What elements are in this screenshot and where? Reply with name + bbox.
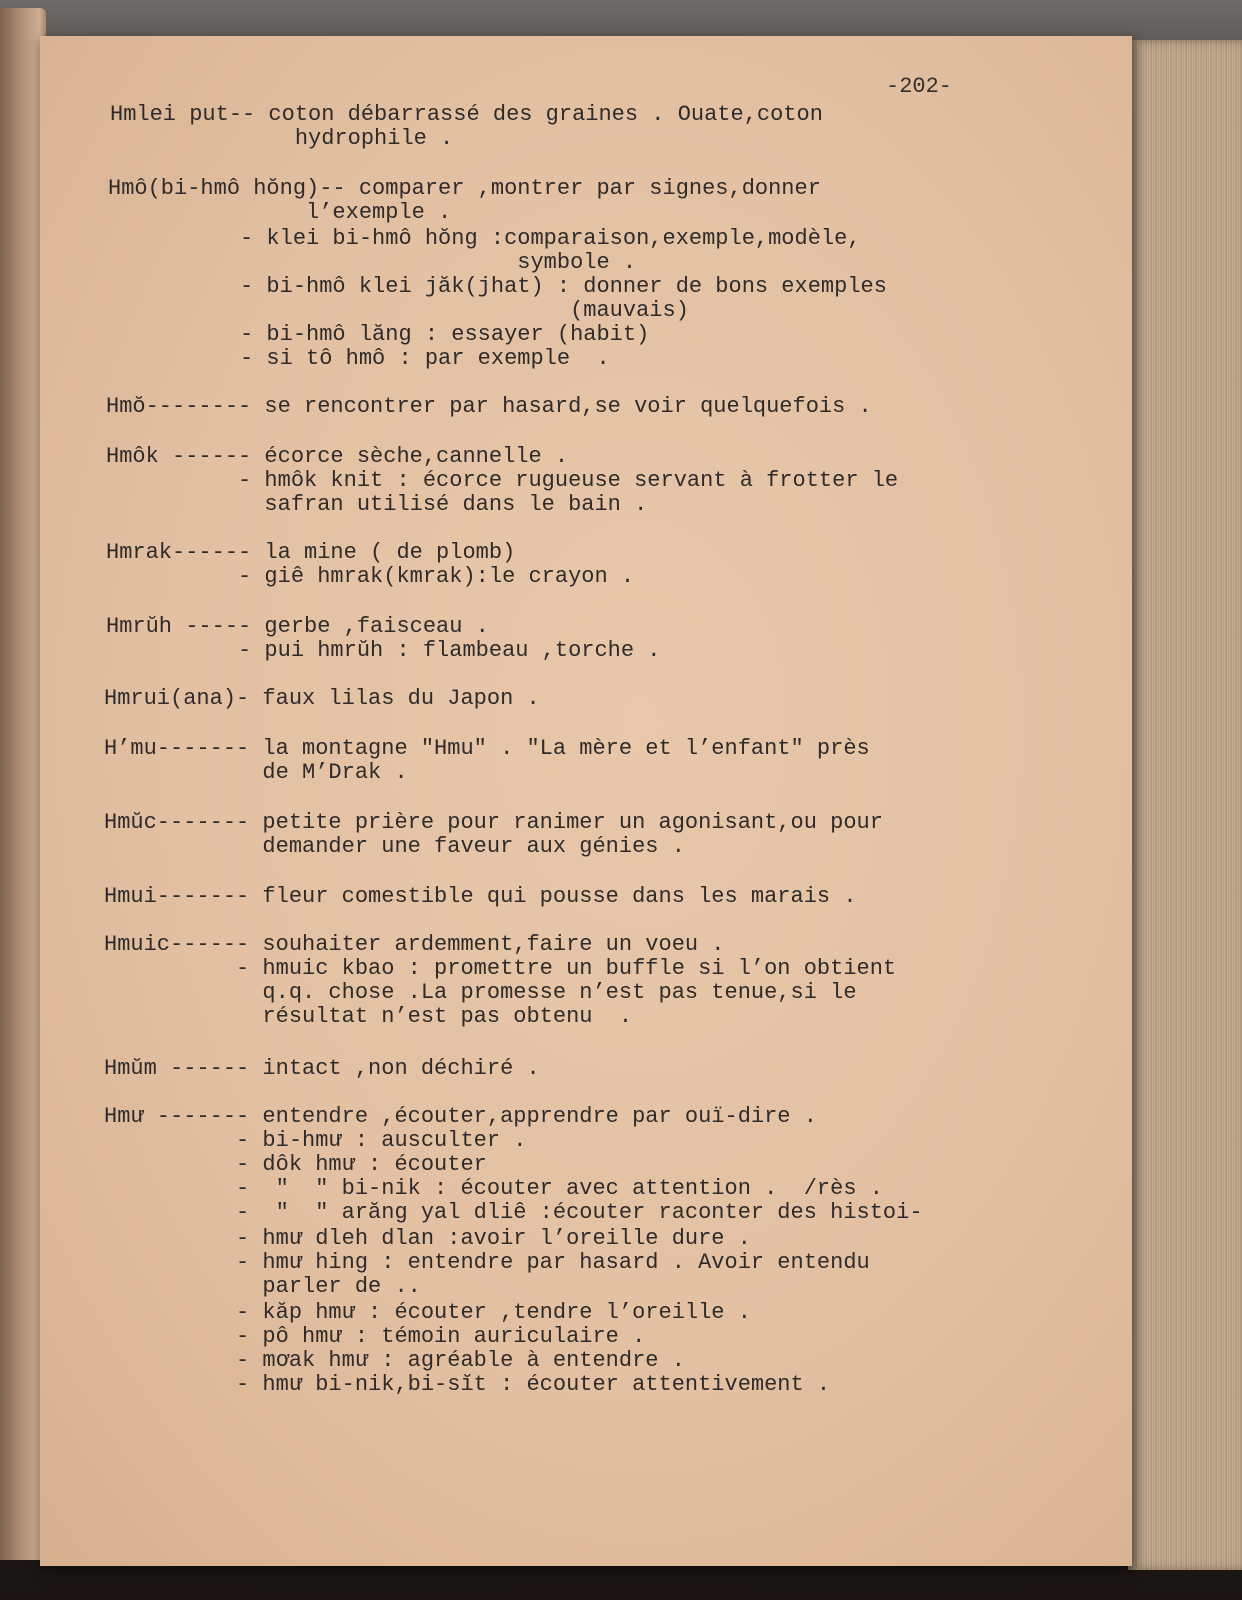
entry-line: parler de .. bbox=[104, 1274, 421, 1299]
entry-line: - si tô hmô : par exemple . bbox=[108, 346, 610, 371]
book-page-edges bbox=[1128, 40, 1242, 1570]
entry-line: - pui hmrŭh : flambeau ,torche . bbox=[106, 638, 661, 663]
entry-line: q.q. chose .La promesse n’est pas tenue,si le bbox=[104, 980, 857, 1005]
entry-line: Hmŭc------- petite prière pour ranimer un agonisant,ou pour bbox=[104, 810, 883, 835]
entry-line: hydrophile . bbox=[110, 126, 454, 151]
entry-line: Hmrui(ana)- faux lilas du Japon . bbox=[104, 686, 540, 711]
entry-line: - pô hmư : témoin auriculaire . bbox=[104, 1324, 646, 1349]
entry-line: (mauvais) bbox=[108, 298, 689, 323]
entry-line: H’mu------- la montagne "Hmu" . "La mère et l’enfant" près bbox=[104, 736, 870, 761]
entry-line: safran utilisé dans le bain . bbox=[106, 492, 648, 517]
entry-line: demander une faveur aux génies . bbox=[104, 834, 685, 859]
entry-line: Hmŭm ------ intact ,non déchiré . bbox=[104, 1056, 540, 1081]
entry-line: - hmư dleh dlan :avoir l’oreille dure . bbox=[104, 1226, 751, 1251]
document-page bbox=[40, 36, 1132, 1566]
entry-line: - hmuic kbao : promettre un buffle si l’on obtient bbox=[104, 956, 897, 981]
entry-line: Hmŏ-------- se rencontrer par hasard,se voir quelquefois . bbox=[106, 394, 872, 419]
entry-line: - bi-hmô lăng : essayer (habit) bbox=[108, 322, 650, 347]
entry-line: - hmôk knit : écorce rugueuse servant à frotter le bbox=[106, 468, 899, 493]
entry-line: l’exemple . bbox=[108, 200, 452, 225]
page-number: -202- bbox=[886, 74, 953, 99]
entry-line: - " " arăng yal dliê :écouter raconter des histoi- bbox=[104, 1200, 923, 1225]
entry-line: - " " bi-nik : écouter avec attention . /rès . bbox=[104, 1176, 883, 1201]
entry-line: symbole . bbox=[108, 250, 637, 275]
entry-line: Hmư ------- entendre ,écouter,apprendre par ouï-dire . bbox=[104, 1104, 817, 1129]
entry-line: Hmrŭh ----- gerbe ,faisceau . bbox=[106, 614, 489, 639]
entry-line: - hmư hing : entendre par hasard . Avoir entendu bbox=[104, 1250, 870, 1275]
entry-line: Hmôk ------ écorce sèche,cannelle . bbox=[106, 444, 569, 469]
entry-line: Hmlei put-- coton débarrassé des graines . Ouate,coton bbox=[110, 102, 823, 127]
entry-line: - bi-hmô klei jăk(jhat) : donner de bons exemples bbox=[108, 274, 887, 299]
entry-line: - klei bi-hmô hŏng :comparaison,exemple,modèle, bbox=[108, 226, 861, 251]
entry-line: résultat n’est pas obtenu . bbox=[104, 1004, 633, 1029]
entry-line: - mơak hmư : agréable à entendre . bbox=[104, 1348, 685, 1373]
entry-line: - bi-hmư : ausculter . bbox=[104, 1128, 527, 1153]
entry-line: - dôk hmư : écouter bbox=[104, 1152, 487, 1177]
entry-line: - hmư bi-nik,bi-sĭt : écouter attentivement . bbox=[104, 1372, 831, 1397]
entry-line: Hmrak------ la mine ( de plomb) bbox=[106, 540, 516, 565]
entry-line: Hmui------- fleur comestible qui pousse dans les marais . bbox=[104, 884, 857, 909]
entry-line: - kăp hmư : écouter ,tendre l’oreille . bbox=[104, 1300, 751, 1325]
entry-line: de M’Drak . bbox=[104, 760, 408, 785]
entry-line: Hmô(bi-hmô hŏng)-- comparer ,montrer par signes,donner bbox=[108, 176, 821, 201]
entry-line: - giê hmrak(kmrak):le crayon . bbox=[106, 564, 635, 589]
entry-line: Hmuic------ souhaiter ardemment,faire un voeu . bbox=[104, 932, 725, 957]
